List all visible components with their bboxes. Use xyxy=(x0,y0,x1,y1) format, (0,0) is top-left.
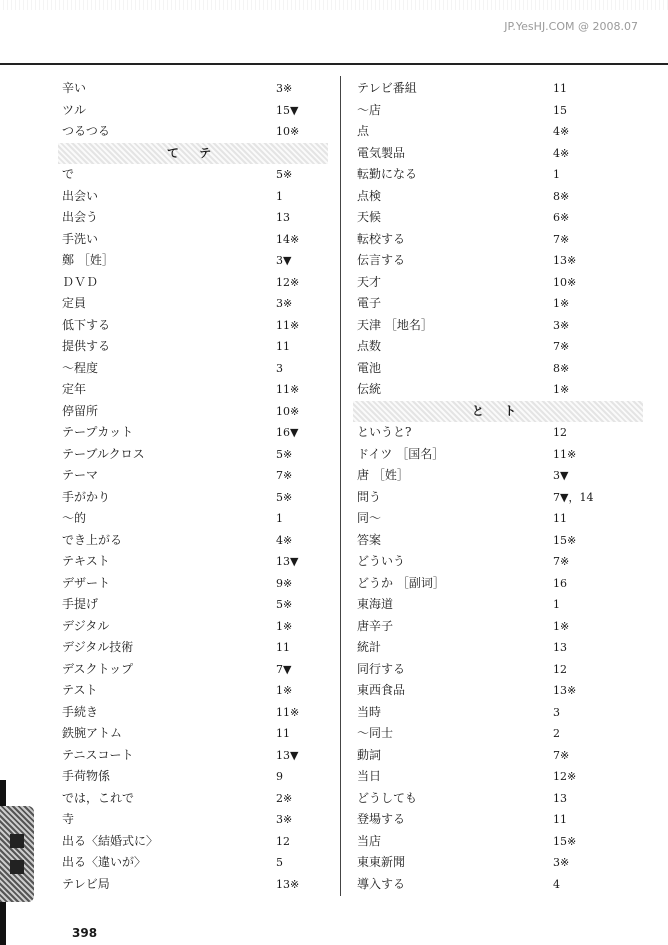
entry-lesson-ref: 13 xyxy=(553,641,567,654)
entry-lesson-ref: 12※ xyxy=(276,275,300,289)
entry-lesson-ref: 15▼ xyxy=(276,103,299,117)
entry-word: 鄭 ［姓］ xyxy=(62,253,114,267)
entry-word: 伝言する xyxy=(357,253,406,267)
entry-lesson-ref: 13※ xyxy=(553,684,577,697)
entry-lesson-ref: 13 xyxy=(276,211,290,224)
entry-word: 同～ xyxy=(357,511,382,525)
entry-word: 定員 xyxy=(62,296,87,310)
entry-lesson-ref: 15※ xyxy=(553,533,577,547)
entry-word: 点 xyxy=(357,124,370,138)
index-entry xyxy=(353,121,643,143)
entry-word: デザート xyxy=(62,575,111,590)
entry-word: 当時 xyxy=(357,704,382,719)
entry-lesson-ref: 3 xyxy=(553,705,560,719)
index-entry xyxy=(353,272,643,294)
index-entry xyxy=(353,293,643,315)
entry-word: で xyxy=(62,167,75,181)
entry-word: 出会い xyxy=(62,188,99,203)
index-entry xyxy=(353,680,643,702)
entry-word: どういう xyxy=(357,554,406,568)
entry-word: 転勤になる xyxy=(357,167,418,181)
entry-word: 動詞 xyxy=(357,747,382,762)
entry-word: でき上がる xyxy=(62,532,123,547)
index-entry xyxy=(58,272,328,294)
entry-word: テープカット xyxy=(62,425,134,439)
index-entry xyxy=(353,852,643,874)
index-entry xyxy=(353,229,643,251)
entry-word: ～同士 xyxy=(357,726,394,740)
index-entry xyxy=(58,788,328,810)
index-entry xyxy=(353,78,643,100)
entry-lesson-ref: 13 xyxy=(553,791,567,805)
entry-lesson-ref: 8※ xyxy=(553,189,570,203)
entry-word: 東海道 xyxy=(357,597,394,611)
entry-word: テニスコート xyxy=(62,747,134,762)
entry-word: 出る〈結婚式に〉 xyxy=(62,833,159,848)
entry-lesson-ref: 11 xyxy=(553,813,567,826)
entry-lesson-ref: 1※ xyxy=(276,619,293,633)
entry-lesson-ref: 3※ xyxy=(276,813,293,826)
watermark: JP.YesHJ.COM @ 2008.07 xyxy=(504,20,638,33)
index-entry xyxy=(58,186,328,208)
entry-word: 鉄腕アトム xyxy=(62,726,123,740)
index-entry xyxy=(58,530,328,552)
entry-lesson-ref: 4※ xyxy=(276,533,293,547)
entry-word: 手荷物係 xyxy=(62,769,111,783)
entry-word: 問う xyxy=(357,489,382,504)
entry-lesson-ref: 2 xyxy=(553,727,560,740)
entry-word: 辛い xyxy=(62,81,87,95)
entry-lesson-ref: 7※ xyxy=(553,232,570,246)
entry-word: 唐 ［姓］ xyxy=(357,468,409,482)
index-entry xyxy=(58,852,328,874)
index-entry xyxy=(353,616,643,638)
entry-word: では，これで xyxy=(62,790,135,805)
index-entry xyxy=(353,874,643,896)
index-entry xyxy=(58,766,328,788)
index-entry xyxy=(353,164,643,186)
entry-word: 点検 xyxy=(357,188,382,203)
index-entry xyxy=(353,207,643,229)
index-entry xyxy=(58,745,328,767)
entry-word: 停留所 xyxy=(62,403,99,418)
entry-lesson-ref: 11 xyxy=(553,82,567,95)
entry-lesson-ref: 1※ xyxy=(276,684,293,697)
entry-word: 定年 xyxy=(62,382,87,396)
entry-lesson-ref: 7※ xyxy=(553,748,570,762)
entry-word: どうか ［副词］ xyxy=(357,575,445,590)
index-entry xyxy=(58,379,328,401)
scan-noise xyxy=(0,0,668,10)
entry-word: 出会う xyxy=(62,210,99,224)
entry-word: 電池 xyxy=(357,360,382,375)
entry-word: 出る〈違いが〉 xyxy=(62,855,147,869)
entry-lesson-ref: 7▼ xyxy=(276,662,292,676)
entry-word: 天候 xyxy=(357,210,382,224)
entry-word: デジタル技術 xyxy=(62,640,134,654)
index-entry xyxy=(353,508,643,530)
entry-lesson-ref: 1 xyxy=(553,598,560,611)
index-entry xyxy=(58,250,328,272)
index-entry xyxy=(58,293,328,315)
index-entry xyxy=(353,551,643,573)
index-entry xyxy=(353,143,643,165)
entry-lesson-ref: 12 xyxy=(553,662,567,676)
entry-lesson-ref: 5※ xyxy=(276,490,293,504)
entry-word: 統計 xyxy=(357,640,382,654)
entry-word: 導入する xyxy=(357,876,406,891)
section-kana: て テ xyxy=(166,145,220,160)
entry-word: 登場する xyxy=(357,812,406,826)
index-entry xyxy=(353,573,643,595)
entry-lesson-ref: 12※ xyxy=(553,770,577,783)
entry-lesson-ref: 13▼ xyxy=(276,555,299,568)
entry-word: デジタル xyxy=(62,618,110,633)
entry-lesson-ref: 4※ xyxy=(553,146,570,160)
entry-lesson-ref: 15 xyxy=(553,103,567,117)
index-entry xyxy=(58,78,328,100)
entry-lesson-ref: 11※ xyxy=(276,318,300,332)
index-entry xyxy=(353,831,643,853)
entry-word: 天津 ［地名］ xyxy=(357,317,433,332)
index-entry xyxy=(58,487,328,509)
entry-lesson-ref: 3▼ xyxy=(553,469,569,482)
entry-lesson-ref: 11 xyxy=(553,512,567,525)
entry-word: テーブルクロス xyxy=(62,446,145,461)
entry-lesson-ref: 1※ xyxy=(553,297,570,310)
entry-lesson-ref: 10※ xyxy=(276,125,300,138)
side-tab-char xyxy=(10,860,24,874)
index-entry xyxy=(353,659,643,681)
index-entry xyxy=(58,207,328,229)
index-entry xyxy=(58,229,328,251)
index-entry xyxy=(58,422,328,444)
index-entry xyxy=(58,100,328,122)
entry-word: テスト xyxy=(62,683,98,697)
entry-word: 点数 xyxy=(357,339,382,353)
entry-lesson-ref: 13▼ xyxy=(276,748,299,762)
entry-lesson-ref: 2※ xyxy=(276,791,293,805)
entry-lesson-ref: 7※ xyxy=(276,469,293,482)
entry-lesson-ref: 11※ xyxy=(276,705,300,719)
entry-word: ツル xyxy=(62,102,87,117)
entry-word: 当日 xyxy=(357,769,382,783)
entry-lesson-ref: 10※ xyxy=(553,275,577,289)
index-entry xyxy=(58,465,328,487)
index-entry xyxy=(58,680,328,702)
entry-lesson-ref: 1 xyxy=(276,512,283,525)
index-entry xyxy=(353,315,643,337)
entry-word: 電子 xyxy=(357,296,382,310)
entry-lesson-ref: 9 xyxy=(276,770,283,783)
page-number: 398 xyxy=(72,926,98,940)
section-kana: と ト xyxy=(471,403,525,418)
entry-lesson-ref: 3▼ xyxy=(276,254,292,267)
index-entry xyxy=(353,186,643,208)
entry-lesson-ref: 5 xyxy=(276,856,283,869)
index-entry xyxy=(58,551,328,573)
entry-word: ～店 xyxy=(357,102,382,117)
entry-lesson-ref: 10※ xyxy=(276,404,300,418)
entry-lesson-ref: 11 xyxy=(276,340,290,353)
index-entry xyxy=(58,594,328,616)
entry-word: テレビ局 xyxy=(62,876,110,891)
entry-word: 低下する xyxy=(62,317,111,332)
index-entry xyxy=(58,637,328,659)
index-entry xyxy=(353,745,643,767)
entry-word: 答案 xyxy=(357,532,382,547)
index-entry xyxy=(353,100,643,122)
entry-lesson-ref: 7※ xyxy=(553,340,570,353)
index-entry xyxy=(58,659,328,681)
index-column-right xyxy=(353,78,643,895)
index-entry xyxy=(353,723,643,745)
index-column-left xyxy=(58,78,328,895)
index-entry xyxy=(353,336,643,358)
index-entry xyxy=(58,121,328,143)
index-entry xyxy=(353,422,643,444)
entry-lesson-ref: 11※ xyxy=(276,383,300,396)
entry-lesson-ref: 9※ xyxy=(276,576,293,590)
entry-word: 東西食品 xyxy=(357,683,406,697)
index-entry xyxy=(58,831,328,853)
entry-word: 手続き xyxy=(62,704,99,719)
entry-word: 天才 xyxy=(357,274,382,289)
header-rule xyxy=(0,63,668,65)
entry-word: つるつる xyxy=(62,124,110,138)
entry-word: 手洗い xyxy=(62,231,99,246)
index-entry xyxy=(58,336,328,358)
entry-lesson-ref: 3※ xyxy=(553,856,570,869)
index-entry xyxy=(58,444,328,466)
column-divider xyxy=(340,76,341,896)
entry-lesson-ref: 14※ xyxy=(276,232,300,246)
index-entry xyxy=(353,530,643,552)
entry-lesson-ref: 4 xyxy=(553,877,560,891)
entry-lesson-ref: 16 xyxy=(553,576,567,590)
index-entry xyxy=(353,444,643,466)
entry-word: どうしても xyxy=(357,790,418,805)
entry-word: テーマ xyxy=(62,468,99,482)
entry-word: 当店 xyxy=(357,833,382,848)
index-entry xyxy=(353,702,643,724)
index-entry xyxy=(58,508,328,530)
entry-lesson-ref: 11※ xyxy=(553,447,577,461)
entry-word: 同行する xyxy=(357,661,406,676)
entry-lesson-ref: 12 xyxy=(276,834,290,848)
section-header xyxy=(58,143,328,165)
entry-lesson-ref: 8※ xyxy=(553,361,570,375)
entry-word: 提供する xyxy=(62,339,111,353)
entry-lesson-ref: 1※ xyxy=(553,383,570,396)
entry-lesson-ref: 15※ xyxy=(553,834,577,848)
index-entry xyxy=(58,573,328,595)
index-entry xyxy=(353,766,643,788)
index-entry xyxy=(353,379,643,401)
entry-word: 手提げ xyxy=(62,597,99,611)
index-entry xyxy=(353,465,643,487)
entry-lesson-ref: 16▼ xyxy=(276,426,299,439)
entry-word: ＤＶＤ xyxy=(62,274,99,289)
entry-lesson-ref: 7※ xyxy=(553,555,570,568)
entry-lesson-ref: 11 xyxy=(276,727,290,740)
index-entry xyxy=(58,315,328,337)
index-entry xyxy=(353,250,643,272)
entry-word: 寺 xyxy=(62,812,75,826)
index-entry xyxy=(353,637,643,659)
entry-word: 東東新聞 xyxy=(357,855,406,869)
entry-lesson-ref: 5※ xyxy=(276,168,293,181)
entry-word: 唐辛子 xyxy=(357,618,394,633)
entry-lesson-ref: 11 xyxy=(276,641,290,654)
entry-word: デスクトップ xyxy=(62,661,134,676)
section-header xyxy=(353,401,643,423)
entry-word: というと? xyxy=(357,425,412,439)
entry-lesson-ref: 3※ xyxy=(276,297,293,310)
index-entry xyxy=(353,594,643,616)
entry-lesson-ref: 1 xyxy=(276,189,283,203)
entry-lesson-ref: 4※ xyxy=(553,125,570,138)
index-entry xyxy=(353,788,643,810)
entry-word: 転校する xyxy=(357,231,406,246)
entry-lesson-ref: 5※ xyxy=(276,447,293,461)
entry-lesson-ref: 5※ xyxy=(276,598,293,611)
entry-lesson-ref: 13※ xyxy=(553,254,577,267)
entry-lesson-ref: 12 xyxy=(553,426,567,439)
index-entry xyxy=(353,809,643,831)
entry-word: ～的 xyxy=(62,511,87,525)
appendix-side-tab xyxy=(0,806,34,902)
entry-lesson-ref: 6※ xyxy=(553,211,570,224)
index-entry xyxy=(58,358,328,380)
entry-lesson-ref: 7▼，14 xyxy=(553,490,594,504)
entry-word: 電気製品 xyxy=(357,145,406,160)
entry-word: ドイツ ［国名］ xyxy=(357,446,445,461)
entry-word: 手がかり xyxy=(62,489,111,504)
entry-lesson-ref: 13※ xyxy=(276,877,300,891)
index-entry xyxy=(58,164,328,186)
index-entry xyxy=(58,616,328,638)
index-entry xyxy=(353,358,643,380)
entry-lesson-ref: 1※ xyxy=(553,619,570,633)
entry-word: テキスト xyxy=(62,554,110,568)
index-entry xyxy=(58,401,328,423)
index-entry xyxy=(58,809,328,831)
entry-lesson-ref: 1 xyxy=(553,168,560,181)
entry-word: 伝統 xyxy=(357,382,382,396)
side-tab-char xyxy=(10,834,24,848)
index-entry xyxy=(58,874,328,896)
index-entry xyxy=(58,723,328,745)
entry-lesson-ref: 3※ xyxy=(553,318,570,332)
entry-lesson-ref: 3 xyxy=(276,361,283,375)
entry-word: テレビ番組 xyxy=(357,81,417,95)
entry-word: ～程度 xyxy=(62,360,99,375)
entry-lesson-ref: 3※ xyxy=(276,82,293,95)
index-entry xyxy=(58,702,328,724)
index-entry xyxy=(353,487,643,509)
